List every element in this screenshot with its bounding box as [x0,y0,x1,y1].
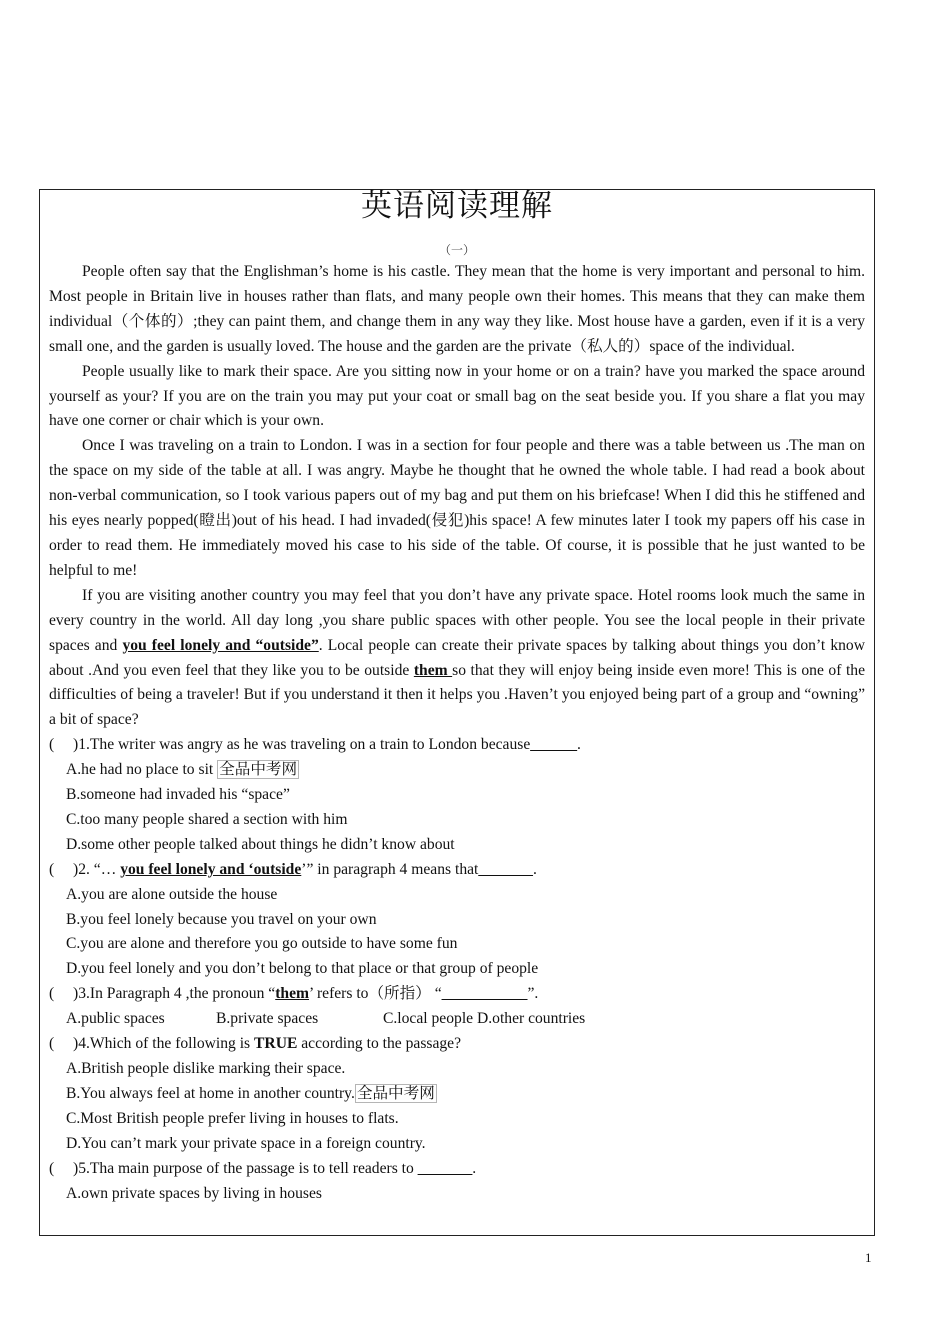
question-1-option-a[interactable] [49,758,865,783]
question-4-option-d[interactable]: D.You can’t mark your private space in a foreign country. [66,1134,426,1152]
paragraph-4-highlight: you feel lonely and “outside” [122,636,319,654]
answer-paren[interactable]: ( [49,860,55,878]
question-3-end: ”. [527,985,539,1003]
source-link[interactable]: 全品中考网 [356,1084,435,1102]
question-5-stem: )5.Tha main purpose of the passage is to tell readers to [73,1159,418,1177]
question-1-end: . [577,736,581,754]
question-2-option-d[interactable]: D.you feel lonely and you don’t belong to that place or that group of people [66,960,539,978]
paragraph-4-them: them [413,661,453,679]
question-2-blank[interactable]: _______ [478,860,533,878]
paragraph-4 [49,584,865,733]
question-1 [49,733,865,758]
question-4 [49,1032,865,1057]
question-5 [49,1157,865,1182]
question-2-quote: you feel lonely and ‘outside [120,860,302,878]
question-4-true: TRUE [254,1035,298,1053]
section-label: （一） [438,243,475,257]
question-1-option-b[interactable]: B.someone had invaded his “space” [66,786,290,804]
paragraph-3: Once I was traveling on a train to London. I was in a section for four people and there was a table between us .The man on the space on my side of the table at all. I was angry. Maybe he thought that he owned the whole table. I had read a book about non-verbal communication, so I took various papers out of my bag and put them on his briefcase! When I did this he stiffened and his eyes nearly popped(瞪出)out of his head. I had invaded(侵犯)his space! A few minutes later I took my papers off his case in order to read them. He immediately moved his case to his side of the table. Of course, it is possible that he just wanted to be helpful to me! [49,437,865,579]
paragraph-4-text-a: If you are visiting another country you may feel that you don’t have any private space. Hotel rooms look much the same in every country in the world. All day long ,you share public spaces with other people. You see the local people in their private spaces and [49,586,865,654]
question-1-option-d[interactable]: D.some other people talked about things he didn’t know about [66,835,455,853]
paragraph-1: People often say that the Englishman’s home is his castle. They mean that the home is very important and personal to him. Most people in Britain live in houses rather than flats, and many people own their homes. This means that they can make them individual（个体的）;they can paint them, and change them in any way they like. Most house have a garden, even if it is a very small one, and the garden is usually loved. The house and the garden are the private（私人的）space of the individual. [49,263,865,355]
question-4-stem-a: )4.Which of the following is [73,1035,255,1053]
question-3-options [49,1007,865,1032]
question-4-option-c[interactable]: C.Most British people prefer living in houses to flats. [66,1109,399,1127]
paragraph-4-text-e: so that they will enjoy being inside even more! This is one of the difficulties of being a traveler! But if you understand it then it helps you .Haven’t you enjoyed being part of a group and “owning” a bit of space? [49,661,865,729]
option-text: A.he had no place to sit [66,761,218,779]
question-3-them: them [275,985,310,1003]
paragraph-4-text-c: . Local people can create their private spaces by talking about things you don’t know about .And you even feel that they like you to be outside [49,636,865,679]
question-2 [49,858,865,883]
answer-paren[interactable]: ( [49,985,55,1003]
question-1-blank[interactable]: ______ [530,736,578,754]
question-2-end: . [532,860,537,878]
source-link[interactable]: 全品中考网 [219,761,298,779]
reading-content [49,240,865,1206]
page-title: 英语阅读理解 [361,188,553,224]
question-2-option-c[interactable]: C.you are alone and therefore you go outside to have some fun [66,935,458,953]
page-number: 1 [865,1250,872,1265]
question-2-stem-a: )2. “… [73,860,121,878]
answer-paren[interactable]: ( [49,1035,55,1053]
answer-paren[interactable]: ( [49,1159,55,1177]
question-1-option-c[interactable]: C.too many people shared a section with him [66,810,348,828]
question-3-option-c[interactable]: C.local people [383,1010,474,1028]
question-3-option-d[interactable]: D.other countries [476,1010,586,1028]
question-4-stem-c: according to the passage? [297,1035,462,1053]
question-4-option-b[interactable] [49,1082,865,1107]
question-3-blank[interactable]: ___________ [441,985,528,1003]
question-3 [49,982,865,1007]
question-2-option-b[interactable]: B.you feel lonely because you travel on your own [66,910,377,928]
question-2-stem-c: ’” in paragraph 4 means that [301,860,479,878]
question-3-stem-a: )3.In Paragraph 4 ,the pronoun “ [73,985,276,1003]
question-3-option-b[interactable]: B.private spaces [216,1010,319,1028]
question-5-option-a[interactable]: A.own private spaces by living in houses [66,1184,322,1202]
question-5-end: . [472,1159,477,1177]
question-3-stem-c: ’ refers to（所指） “ [309,985,442,1003]
option-text: B.You always feel at home in another country. [66,1084,355,1102]
page-frame [39,189,875,1236]
question-1-stem: )1.The writer was angry as he was traveling on a train to London because [73,736,531,754]
answer-paren[interactable]: ( [49,736,55,754]
question-4-option-a[interactable]: A.British people dislike marking their space. [66,1060,346,1077]
question-3-option-a[interactable]: A.public spaces [66,1010,165,1028]
question-5-blank[interactable]: _______ [417,1159,473,1177]
paragraph-2: People usually like to mark their space. Are you sitting now in your home or on a train? have you marked the space around yourself as your? If you are on the train you may put your coat or small bag on the seat beside you. If you share a flat you may have one corner or chair which is your own. [49,362,865,430]
question-2-option-a[interactable]: A.you are alone outside the house [66,885,278,903]
